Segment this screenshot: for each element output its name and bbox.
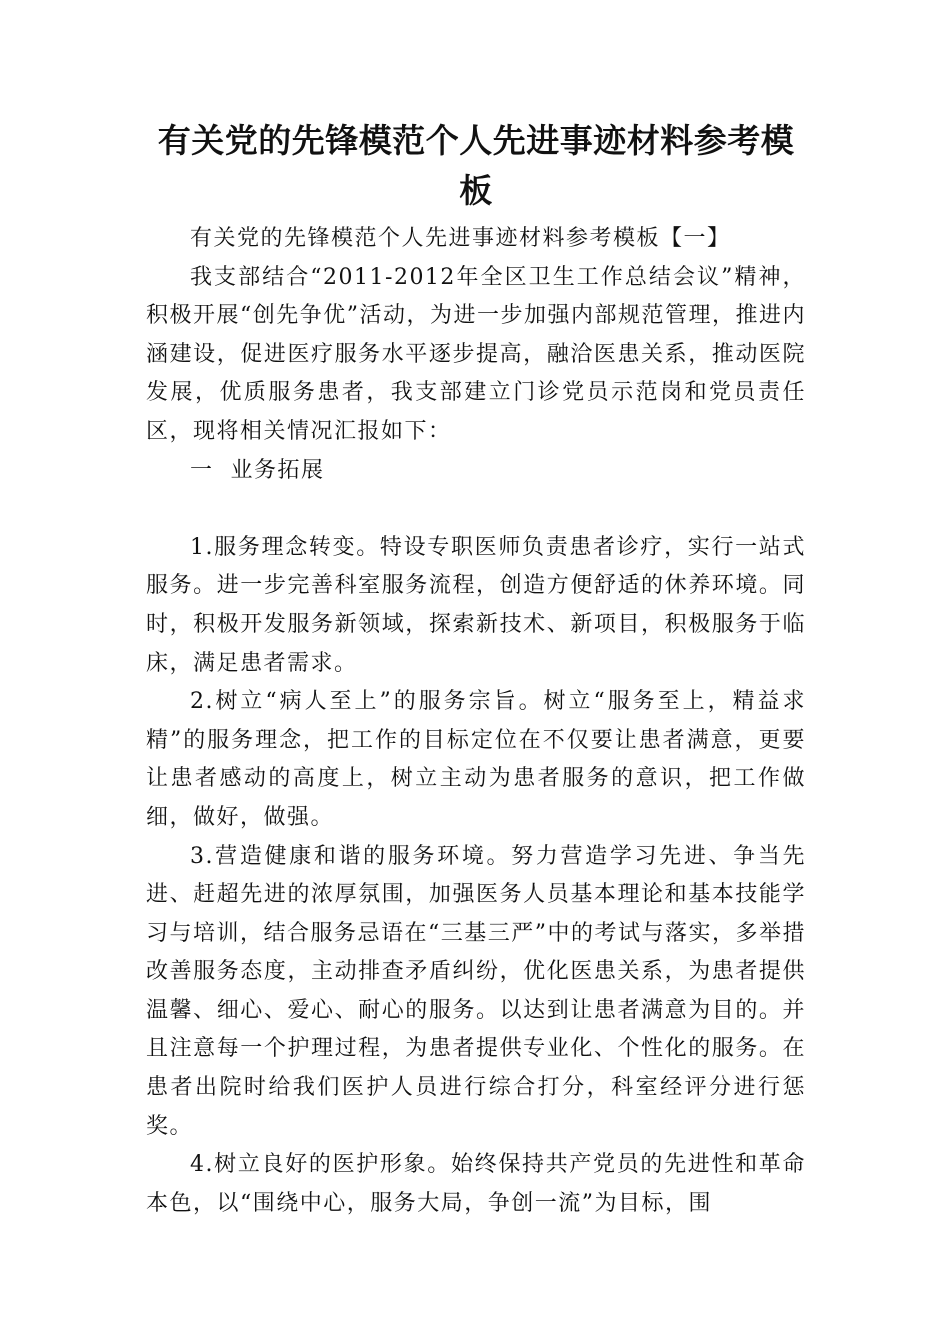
list-item: 1.服务理念转变。特设专职医师负责患者诊疗，实行一站式服务。进一步完善科室服务流程，创造方便舒适的休养环境。同时，积极开发服务新领域，探索新技术、新项目，积极服务于临床，满足患者需求。 bbox=[146, 534, 806, 676]
section-heading: 一 业务拓展 bbox=[190, 457, 325, 483]
list-item: 3.营造健康和谐的服务环境。努力营造学习先进、争当先进、赶超先进的浓厚氛围，加强医务人员基本理论和基本技能学习与培训，结合服务忌语在“三基三严”中的考试与落实，多举措改善服务态度，主动排查矛盾纠纷，优化医患关系，为患者提供温馨、细心、爱心、耐心的服务。以达到让患者满意为目的。并且注意每一个护理过程，为患者提供专业化、个性化的服务。在患者出院时给我们医护人员进行综合打分，科室经评分进行惩奖。 bbox=[146, 843, 806, 1139]
document-body bbox=[146, 220, 806, 1223]
blank-line bbox=[146, 490, 806, 529]
list-item: 2.树立“病人至上”的服务宗旨。树立“服务至上，精益求精”的服务理念，把工作的目标定位在不仅要让患者满意，更要让患者感动的高度上，树立主动为患者服务的意识，把工作做细，做好，做强。 bbox=[146, 689, 806, 830]
list-item: 4.树立良好的医护形象。始终保持共产党员的先进性和革命本色，以“围绕中心，服务大局，争创一流”为目标，围 bbox=[146, 1152, 806, 1216]
document-page bbox=[146, 116, 806, 1223]
document-title: 有关党的先锋模范个人先进事迹材料参考模板 bbox=[157, 121, 795, 210]
document-subtitle: 有关党的先锋模范个人先进事迹材料参考模板【一】 bbox=[190, 226, 731, 251]
intro-paragraph: 我支部结合“2011-2012年全区卫生工作总结会议”精神，积极开展“创先争优”活动，为进一步加强内部规范管理，推进内涵建设，促进医疗服务水平逐步提高，融洽医患关系，推动医院发展，优质服务患者，我支部建立门诊党员示范岗和党员责任区，现将相关情况汇报如下： bbox=[146, 264, 806, 444]
